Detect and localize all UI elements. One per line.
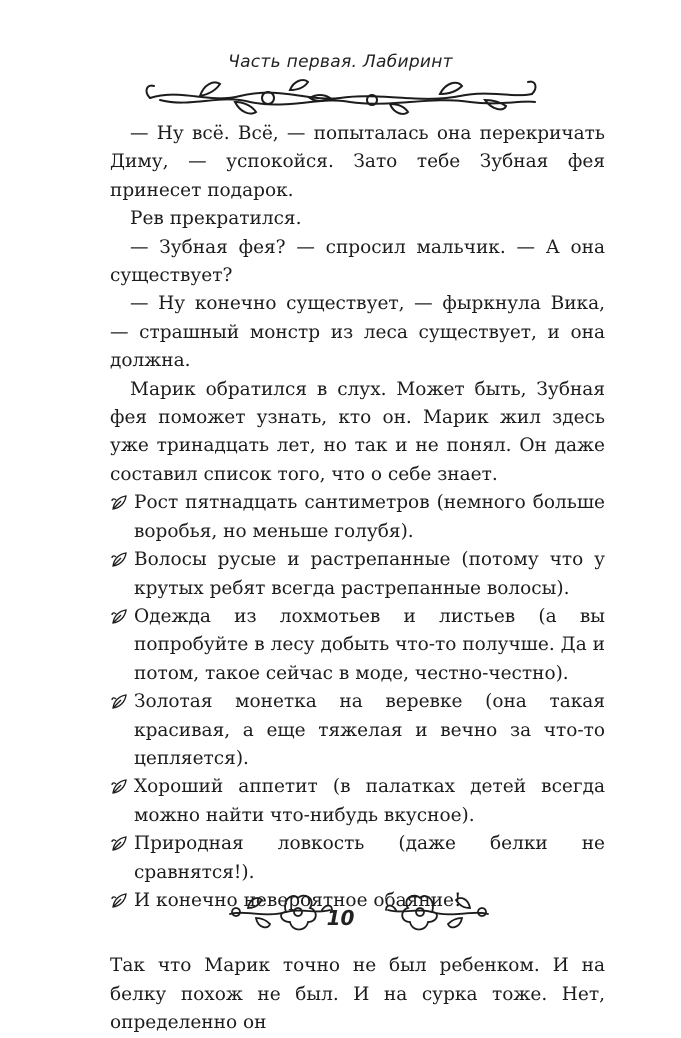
leaf-bullet-icon: [110, 693, 128, 711]
list-item-text: Рост пятнадцать сантиметров (немного больше воробья, но меньше голубя).: [134, 492, 605, 542]
list-item: [110, 773, 605, 830]
list-item: [110, 603, 605, 688]
page-footer: [0, 882, 681, 942]
trait-list: [110, 489, 605, 915]
paragraph: Марик обратился в слух. Может быть, Зубная фея поможет узнать, кто он. Марик жил здесь уже тринадцать лет, но так и не понял. Он даже составил список того, что о себе знает.: [110, 378, 605, 485]
paragraph: — Ну всё. Всё, — попыталась она перекричать Диму, — успокойся. Зато тебе Зубная фея принесет подарок.: [110, 123, 605, 201]
list-item: [110, 546, 605, 603]
leaf-bullet-icon: [110, 494, 128, 512]
leaf-flower-ornament-icon: [382, 888, 492, 936]
list-item-text: Золотая монетка на веревке (она такая красивая, а еще тяжелая и вечно за что-то цепляется).: [134, 691, 605, 769]
paragraph: — Ну конечно существует, — фыркнула Вика, — страшный монстр из леса существует, и она должна.: [110, 293, 605, 372]
list-item: [110, 489, 605, 546]
list-item-text: Хороший аппетит (в палатках детей всегда можно найти что-нибудь вкусное).: [134, 776, 605, 826]
page-number: 10: [326, 906, 355, 930]
list-item: [110, 830, 605, 887]
vine-branch-ornament-icon: [140, 74, 540, 120]
list-item-text: Природная ловкость (даже белки не сравнятся!).: [134, 833, 605, 883]
leaf-bullet-icon: [110, 835, 128, 853]
list-item: [110, 688, 605, 773]
list-item-text: Волосы русые и растрепанные (потому что у крутых ребят всегда растрепанные волосы).: [134, 549, 605, 599]
paragraph: Так что Марик точно не был ребенком. И на белку похож не был. И на сурка тоже. Нет, определенно он: [110, 955, 605, 1034]
list-item-text: Одежда из лохмотьев и листьев (а вы попробуйте в лесу добыть что-то получше. Да и потом, такое сейчас в моде, честно-честно).: [134, 605, 605, 684]
running-head: Часть первая. Лабиринт: [228, 52, 453, 72]
paragraph: Рев прекратился.: [130, 208, 302, 230]
leaf-bullet-icon: [110, 551, 128, 569]
page-header: [0, 0, 681, 120]
leaf-bullet-icon: [110, 608, 128, 626]
leaf-bullet-icon: [110, 778, 128, 796]
paragraph: — Зубная фея? — спросил мальчик. — А она существует?: [110, 236, 605, 287]
list-item-text: И конечно невероятное обаяние!: [134, 889, 462, 911]
